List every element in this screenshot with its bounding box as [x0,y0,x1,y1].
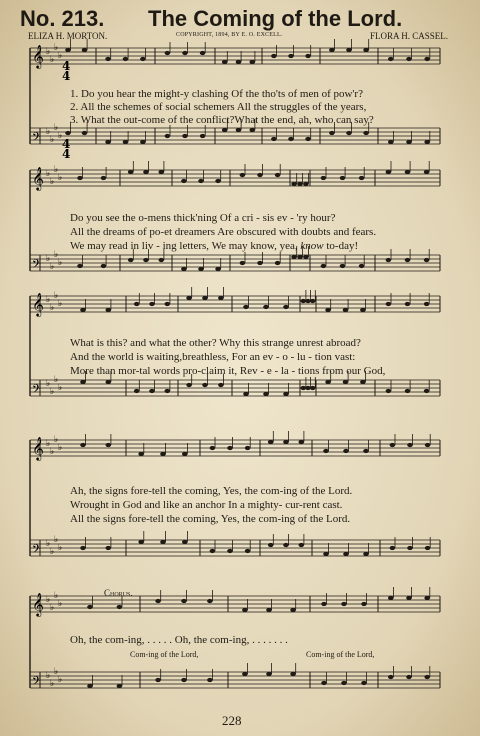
note-head [424,57,430,61]
note-head [227,549,233,553]
treble-clef-icon: 𝄞 [32,44,44,68]
flat-sign-icon: ♭ [54,165,59,175]
flat-sign-icon: ♭ [58,599,63,609]
note-head [340,176,346,180]
note-head [80,443,86,447]
treble-clef-icon: 𝄞 [32,592,44,616]
note-head [200,134,206,138]
note-head [149,389,155,393]
note-head [305,54,311,58]
note-head [288,54,294,58]
author-credit: ELIZA H. MORTON. [28,31,108,41]
note-head [155,599,161,603]
note-head [155,678,161,682]
note-head [340,264,346,268]
note-head [323,449,329,453]
note-head [405,170,411,174]
note-head [140,57,146,61]
note-head [290,608,296,612]
lyric-line-verse2: And the world is waiting,breathless, For an ev - o - lu - tion vast: [70,351,356,363]
note-head [405,389,411,393]
flat-sign-icon: ♭ [54,591,59,601]
note-head [128,258,134,262]
bass-clef-icon: 𝄢 [32,675,42,691]
note-head [106,546,112,550]
note-head [186,383,192,387]
note-head [243,392,249,396]
note-head [291,255,297,259]
flat-sign-icon: ♭ [50,603,55,613]
note-head [271,54,277,58]
flat-sign-icon: ♭ [46,439,51,449]
flat-sign-icon: ♭ [50,55,55,65]
lyric-line-verse2: 2. All the schemes of social schemers All the struggles of the years, [70,101,367,113]
note-head [236,128,242,132]
note-head [275,261,281,265]
note-head [263,392,269,396]
note-head [198,179,204,183]
note-head [299,440,305,444]
note-head [236,60,242,64]
note-head [105,140,111,144]
flat-sign-icon: ♭ [58,173,63,183]
flat-sign-icon: ♭ [46,127,51,137]
note-head [182,540,188,544]
flat-sign-icon: ♭ [50,387,55,397]
note-head [80,308,86,312]
lyric-line-verse2: Wrought in God and like an anchor In a mighty- cur-rent cast. [70,499,343,511]
lyric-line-verse3: More than mor-tal words pro-claim it, Rev - e - la - tions from our God, [70,365,386,377]
note-head [424,389,430,393]
note-head [283,305,289,309]
note-head [363,449,369,453]
treble-clef-icon: 𝄞 [32,292,44,316]
note-head [268,440,274,444]
note-head [346,48,352,52]
note-head [202,296,208,300]
note-head [182,452,188,456]
flat-sign-icon: ♭ [58,51,63,61]
bass-time-signature-bottom: 4 [62,147,71,161]
note-head [323,552,329,556]
note-head [245,549,251,553]
note-head [257,173,263,177]
note-head [140,140,146,144]
chorus-bass-lyric: Com-ing of the Lord, [306,650,375,659]
flat-sign-icon: ♭ [54,435,59,445]
flat-sign-icon: ♭ [46,671,51,681]
note-head [250,128,256,132]
note-head [406,57,412,61]
composer-credit: FLORA H. CASSEL. [369,31,448,41]
note-head [207,678,213,682]
note-head [128,170,134,174]
note-head [101,176,107,180]
note-head [106,380,112,384]
note-head [363,48,369,52]
note-head [215,179,221,183]
flat-sign-icon: ♭ [58,299,63,309]
flat-sign-icon: ♭ [46,169,51,179]
note-head [210,446,216,450]
flat-sign-icon: ♭ [54,123,59,133]
note-head [407,443,413,447]
flat-sign-icon: ♭ [54,375,59,385]
hymn-number: No. 213. [20,6,105,31]
note-head [207,599,213,603]
flat-sign-icon: ♭ [58,383,63,393]
note-head [361,602,367,606]
note-head [343,380,349,384]
note-head [386,170,392,174]
note-head [310,299,316,303]
note-head [82,48,88,52]
note-head [240,261,246,265]
note-head [159,258,165,262]
note-head [134,389,140,393]
note-head [186,296,192,300]
note-head [388,596,394,600]
note-head [80,546,86,550]
note-head [165,51,171,55]
note-head [297,255,303,259]
note-head [363,552,369,556]
note-head [222,128,228,132]
lyric-fragment: to-day! [323,240,359,252]
note-head [341,602,347,606]
note-head [181,267,187,271]
note-head [343,308,349,312]
note-head [117,684,123,688]
note-head [290,672,296,676]
lyric-line-verse3: 3. What the out-come of the conflict?What the end, ah, who can say? [70,114,374,126]
note-head [360,380,366,384]
note-head [303,182,309,186]
lyric-line-verse1: 1. Do you hear the might-y clashing Of the tho'ts of men of pow'r? [70,88,363,100]
note-head [80,380,86,384]
note-head [386,302,392,306]
note-head [143,170,149,174]
note-head [243,305,249,309]
note-head [343,449,349,453]
note-head [406,596,412,600]
note-head [343,552,349,556]
note-head [117,605,123,609]
bass-clef-icon: 𝄢 [32,258,42,274]
note-head [341,681,347,685]
note-head [242,672,248,676]
copyright-notice: COPYRIGHT, 1894, BY E. O. EXCELL. [176,32,283,38]
note-head [303,255,309,259]
lyric-line-verse1: Ah, the signs fore-tell the coming, Yes, the com-ing of the Lord. [70,485,353,497]
note-head [200,51,206,55]
note-head [106,443,112,447]
flat-sign-icon: ♭ [58,131,63,141]
note-head [87,684,93,688]
note-head [288,137,294,141]
note-head [268,543,274,547]
note-head [215,267,221,271]
note-head [425,443,431,447]
flat-sign-icon: ♭ [46,295,51,305]
note-head [361,681,367,685]
note-head [388,140,394,144]
flat-sign-icon: ♭ [50,262,55,272]
note-head [210,549,216,553]
note-head [406,140,412,144]
note-head [143,258,149,262]
note-head [283,440,289,444]
note-head [123,57,129,61]
note-head [275,173,281,177]
note-head [405,258,411,262]
note-head [65,48,71,52]
note-head [283,543,289,547]
note-head [386,258,392,262]
note-head [218,296,224,300]
note-head [424,170,430,174]
flat-sign-icon: ♭ [50,679,55,689]
note-head [263,305,269,309]
note-head [321,176,327,180]
lyric-line-verse1: What is this? and what the other? Why this strange unrest abroad? [70,337,361,349]
flat-sign-icon: ♭ [46,539,51,549]
bass-clef-icon: 𝄢 [32,383,42,399]
flat-sign-icon: ♭ [50,303,55,313]
note-head [405,302,411,306]
note-head [424,302,430,306]
note-head [321,264,327,268]
lyric-line-verse3: All the signs fore-tell the coming, Yes, the com-ing of the Lord. [70,513,351,525]
note-head [222,60,228,64]
note-head [123,140,129,144]
note-head [159,170,165,174]
flat-sign-icon: ♭ [54,43,59,53]
note-head [329,48,335,52]
note-head [240,173,246,177]
flat-sign-icon: ♭ [46,254,51,264]
flat-sign-icon: ♭ [50,447,55,457]
chorus-label: Chorus. [104,588,133,598]
note-head [329,131,335,135]
treble-clef-icon: 𝄞 [32,436,44,460]
chorus-lyric-line: Oh, the com-ing, . . . . . Oh, the com-ing, . . . . . . . [70,634,288,646]
note-head [325,308,331,312]
note-head [160,540,166,544]
flat-sign-icon: ♭ [54,535,59,545]
flat-sign-icon: ♭ [50,135,55,145]
note-head [346,131,352,135]
chorus-bass-lyric: Com-ing of the Lord, [130,650,199,659]
hymn-title: The Coming of the Lord. [148,6,403,31]
time-signature-bottom: 4 [62,69,71,83]
note-head [363,131,369,135]
note-head [101,264,107,268]
note-head [149,302,155,306]
note-head [424,140,430,144]
treble-clef-icon: 𝄞 [32,166,44,190]
note-head [245,446,251,450]
note-head [227,446,233,450]
bass-time-signature-top: 4 [62,137,71,151]
note-head [106,308,112,312]
note-head [425,546,431,550]
note-head [310,386,316,390]
lyric-line-verse1: Do you see the o-mens thick'ning Of a cri - sis ev - 'ry hour? [70,212,336,224]
flat-sign-icon: ♭ [46,47,51,57]
note-head [218,383,224,387]
note-head [424,596,430,600]
note-head [321,681,327,685]
note-head [77,176,83,180]
note-head [250,60,256,64]
note-head [390,546,396,550]
flat-sign-icon: ♭ [54,250,59,260]
note-head [271,137,277,141]
flat-sign-icon: ♭ [58,543,63,553]
note-head [181,599,187,603]
flat-sign-icon: ♭ [58,443,63,453]
note-head [182,134,188,138]
note-head [181,678,187,682]
bass-clef-icon: 𝄢 [32,131,42,147]
note-head [297,182,303,186]
note-head [165,389,171,393]
flat-sign-icon: ♭ [46,595,51,605]
lyric-line-verse2: All the dreams of po-et dreamers Are obscured with doubts and fears. [70,226,377,238]
flat-sign-icon: ♭ [54,667,59,677]
note-head [386,389,392,393]
time-signature-top: 4 [62,59,71,73]
note-head [198,267,204,271]
note-head [257,261,263,265]
lyric-emphasis: know [300,240,324,252]
note-head [138,452,144,456]
note-head [242,608,248,612]
flat-sign-icon: ♭ [58,675,63,685]
flat-sign-icon: ♭ [50,177,55,187]
note-head [182,51,188,55]
note-head [305,137,311,141]
lyric-fragment: We may read in liv - ing letters, We may know, yea, [70,240,301,252]
note-head [299,543,305,547]
note-head [390,443,396,447]
note-head [134,302,140,306]
note-head [424,675,430,679]
note-head [359,176,365,180]
note-head [424,258,430,262]
note-head [105,57,111,61]
note-head [388,675,394,679]
note-head [388,57,394,61]
bass-clef-icon: 𝄢 [32,543,42,559]
note-head [65,131,71,135]
lyric-line-verse3 [70,240,450,253]
note-head [360,308,366,312]
note-head [165,302,171,306]
note-head [325,380,331,384]
flat-sign-icon: ♭ [58,258,63,268]
note-head [87,605,93,609]
note-head [77,264,83,268]
note-head [138,540,144,544]
note-head [406,675,412,679]
note-head [321,602,327,606]
flat-sign-icon: ♭ [54,291,59,301]
note-head [407,546,413,550]
note-head [359,264,365,268]
note-head [266,608,272,612]
flat-sign-icon: ♭ [50,547,55,557]
note-head [181,179,187,183]
note-head [266,672,272,676]
note-head [291,182,297,186]
note-head [283,392,289,396]
note-head [82,131,88,135]
flat-sign-icon: ♭ [46,379,51,389]
note-head [202,383,208,387]
note-head [165,134,171,138]
note-head [160,452,166,456]
page-number: 228 [222,713,242,728]
